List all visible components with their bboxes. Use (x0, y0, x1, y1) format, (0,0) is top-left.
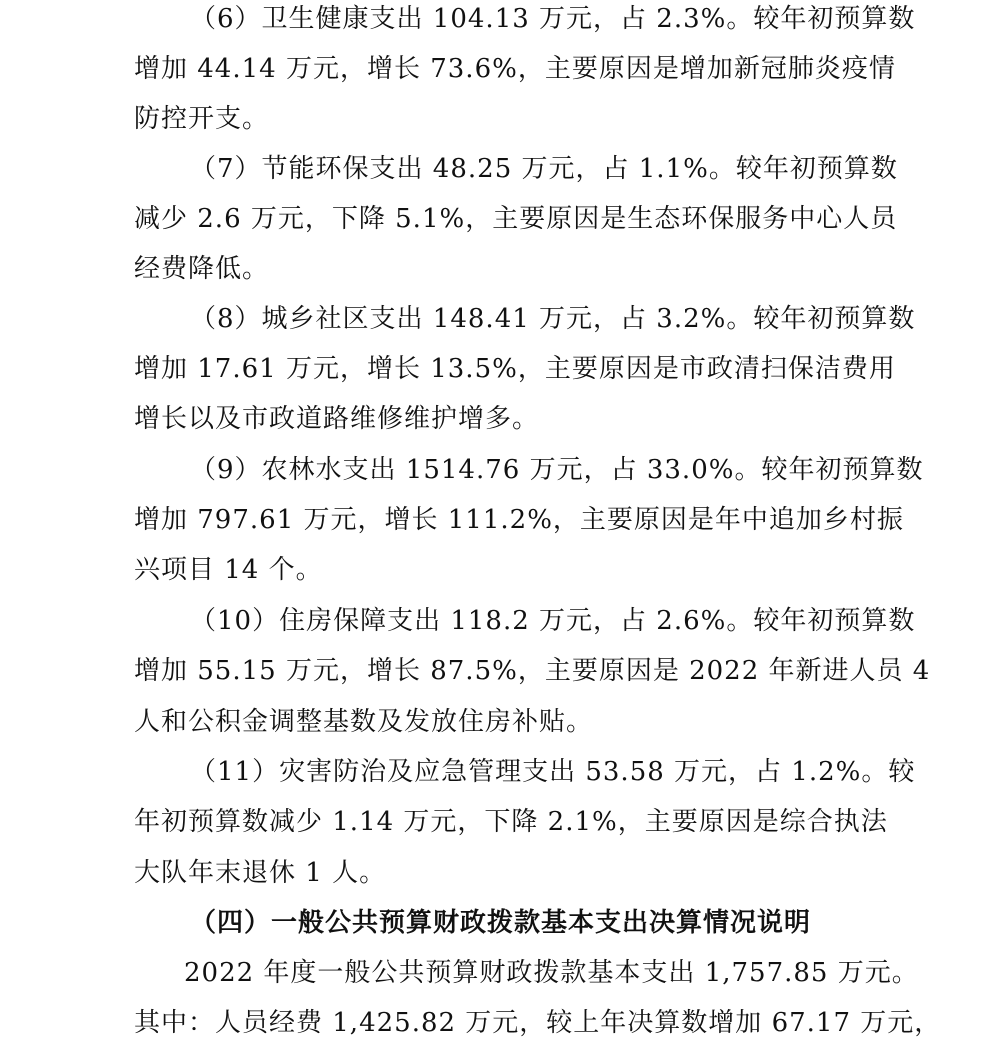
paragraph-9-line-1: （9）农林水支出 1514.76 万元，占 33.0%。较年初预算数 (190, 455, 924, 485)
paragraph-10-line-2: 增加 55.15 万元，增长 87.5%，主要原因是 2022 年新进人员 4 (134, 656, 931, 686)
paragraph-11-line-1: （11）灾害防治及应急管理支出 53.58 万元，占 1.2%。较 (190, 757, 916, 787)
paragraph-11-line-3: 大队年末退休 1 人。 (134, 858, 387, 888)
paragraph-basic-expense-line-2: 其中：人员经费 1,425.82 万元，较上年决算数增加 67.17 万元， (134, 1008, 942, 1038)
paragraph-9-line-3: 兴项目 14 个。 (134, 555, 323, 585)
paragraph-8-line-2: 增加 17.61 万元，增长 13.5%，主要原因是市政清扫保洁费用 (134, 354, 896, 384)
paragraph-7-line-3: 经费降低。 (134, 254, 270, 284)
paragraph-8-line-1: （8）城乡社区支出 148.41 万元，占 3.2%。较年初预算数 (190, 304, 916, 334)
paragraph-9-line-2: 增加 797.61 万元，增长 111.2%，主要原因是年中追加乡村振 (134, 505, 904, 535)
paragraph-7-line-1: （7）节能环保支出 48.25 万元，占 1.1%。较年初预算数 (190, 154, 898, 184)
paragraph-6-line-1: （6）卫生健康支出 104.13 万元，占 2.3%。较年初预算数 (190, 4, 916, 34)
paragraph-10-line-3: 人和公积金调整基数及发放住房补贴。 (134, 707, 594, 737)
paragraph-6-line-2: 增加 44.14 万元，增长 73.6%，主要原因是增加新冠肺炎疫情 (134, 54, 896, 84)
section-heading-4: （四）一般公共预算财政拨款基本支出决算情况说明 (190, 908, 812, 938)
paragraph-6-line-3: 防控开支。 (134, 104, 270, 134)
paragraph-7-line-2: 减少 2.6 万元，下降 5.1%，主要原因是生态环保服务中心人员 (134, 204, 898, 234)
paragraph-basic-expense-line-1: 2022 年度一般公共预算财政拨款基本支出 1,757.85 万元。 (184, 958, 919, 988)
paragraph-8-line-3: 增长以及市政道路维修维护增多。 (134, 404, 540, 434)
paragraph-11-line-2: 年初预算数减少 1.14 万元，下降 2.1%，主要原因是综合执法 (134, 807, 888, 837)
paragraph-10-line-1: （10）住房保障支出 118.2 万元，占 2.6%。较年初预算数 (190, 606, 916, 636)
